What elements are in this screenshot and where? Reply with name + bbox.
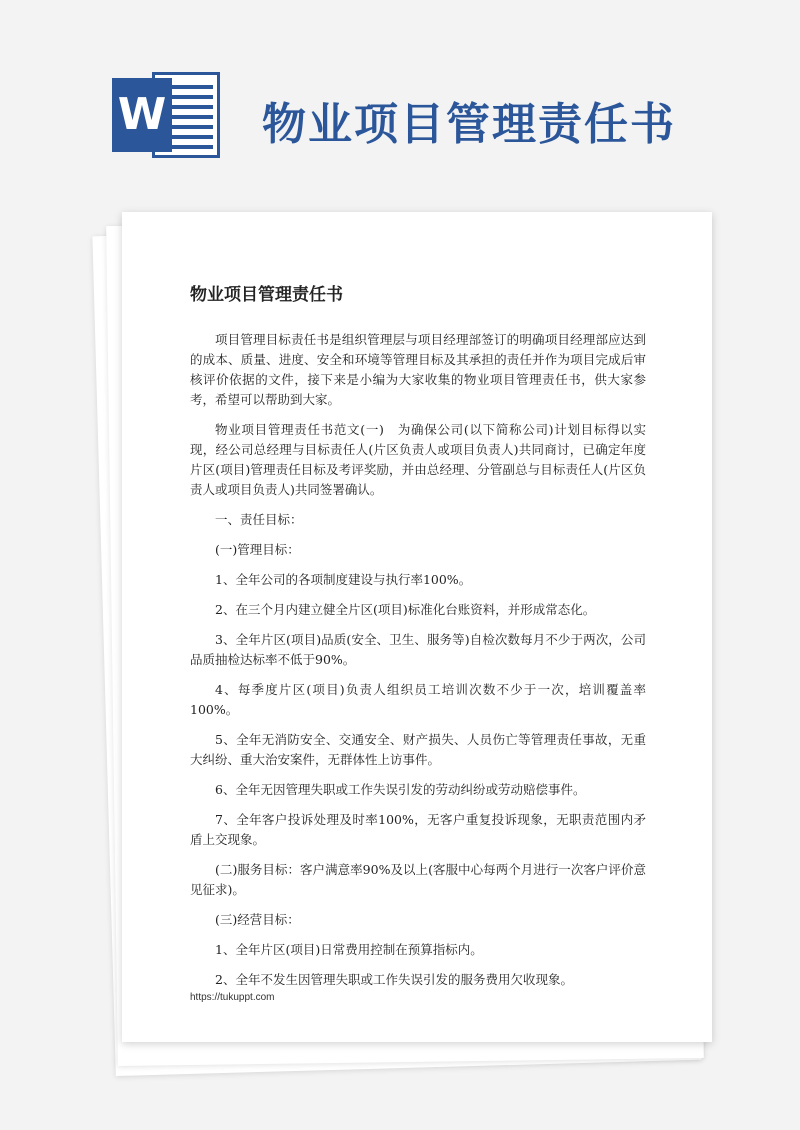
paragraph: 一、责任目标： — [215, 512, 303, 527]
paragraph: (一)管理目标： — [215, 542, 300, 557]
paragraph: 6、全年无因管理失职或工作失误引发的劳动纠纷或劳动赔偿事件。 — [215, 782, 586, 797]
paragraph: 5、全年无消防安全、交通安全、财产损失、人员伤亡等管理责任事故，无重大纠纷、重大治安案件，无群体性上访事件。 — [190, 732, 646, 767]
paragraph: (三)经营目标： — [215, 912, 300, 927]
banner — [0, 0, 800, 200]
word-letter-badge: W — [112, 78, 172, 152]
paragraph: 物业项目管理责任书范文(一) 为确保公司(以下简称公司)计划目标得以实现，经公司总经理与目标责任人(片区负责人或项目负责人)共同商讨，已确定年度片区(项目)管理责任目标及考评奖励，并由总经理、分管副总与目标责任人(片区负责人或项目负责人)共同签署确认。 — [190, 422, 646, 497]
footer-url[interactable]: https://tukuppt.com — [190, 992, 275, 1003]
paragraph: 3、全年片区(项目)品质(安全、卫生、服务等)自检次数每月不少于两次，公司品质抽检达标率不低于90%。 — [190, 632, 646, 667]
paragraph: 4、每季度片区(项目)负责人组织员工培训次数不少于一次，培训覆盖率100%。 — [190, 682, 646, 717]
banner-title: 物业项目管理责任书 — [262, 99, 676, 150]
document-body — [190, 330, 646, 1000]
paragraph: 2、全年不发生因管理失职或工作失误引发的服务费用欠收现象。 — [215, 972, 573, 987]
document-page — [122, 212, 712, 1042]
word-icon — [112, 72, 220, 158]
document-title: 物业项目管理责任书 — [190, 285, 343, 305]
paragraph: 1、全年公司的各项制度建设与执行率100%。 — [215, 572, 472, 587]
paragraph: 项目管理目标责任书是组织管理层与项目经理部签订的明确项目经理部应达到的成本、质量、进度、安全和环境等管理目标及其承担的责任并作为项目完成后审核评价依据的文件，接下来是小编为大家收集的物业项目管理责任书，供大家参考，希望可以帮助到大家。 — [190, 332, 646, 407]
paragraph: 7、全年客户投诉处理及时率100%，无客户重复投诉现象，无职责范围内矛盾上交现象。 — [190, 812, 646, 847]
paragraph: (二)服务目标：客户满意率90%及以上(客服中心每两个月进行一次客户评价意见征求)。 — [190, 862, 646, 897]
paragraph: 1、全年片区(项目)日常费用控制在预算指标内。 — [215, 942, 483, 957]
paragraph: 2、在三个月内建立健全片区(项目)标准化台账资料，并形成常态化。 — [215, 602, 596, 617]
